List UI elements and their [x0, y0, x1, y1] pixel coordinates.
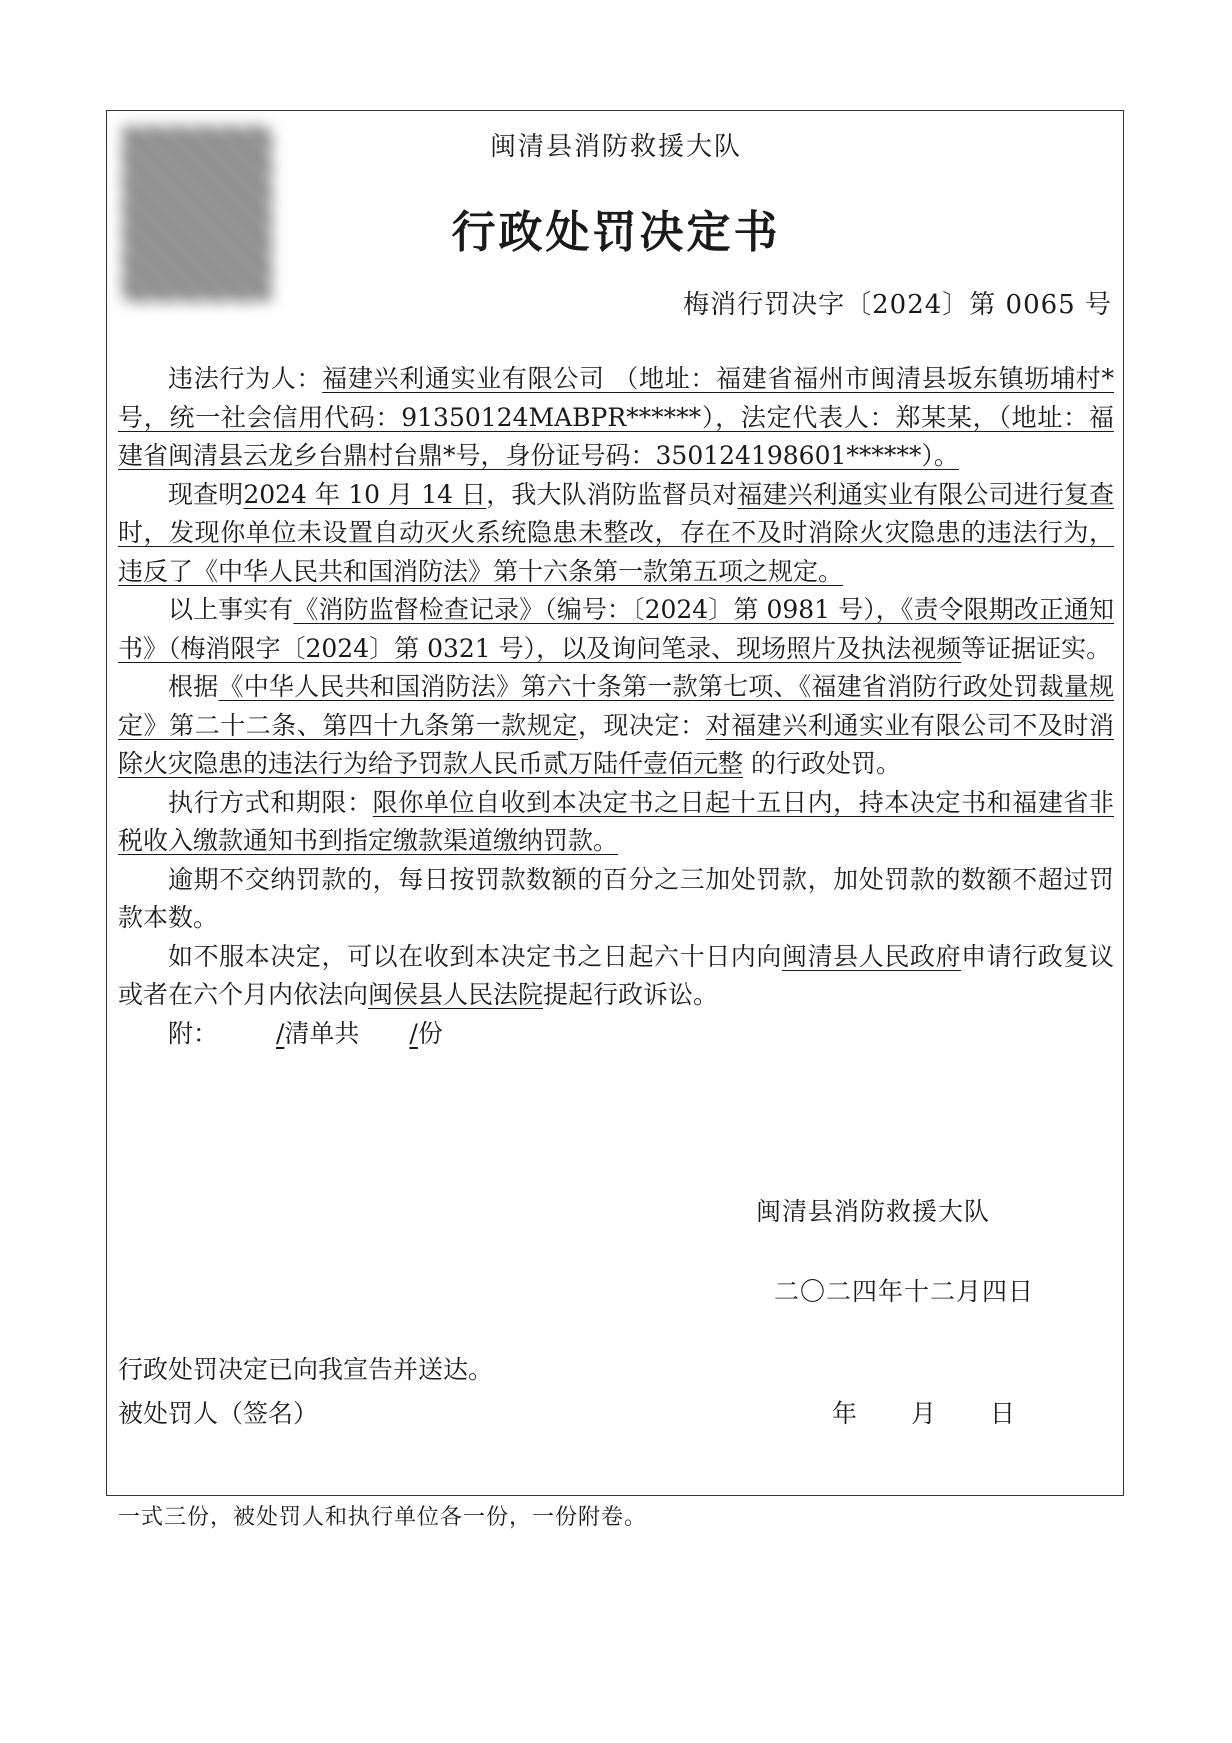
evidence-tail: 等证据证实。	[961, 633, 1112, 663]
legal-rep-label: ），法定代表人：	[701, 402, 896, 432]
document-number: 梅消行罚决字〔2024〕第 0065 号	[683, 290, 1112, 320]
id-number-label: ，身份证号码：	[480, 441, 656, 470]
paragraph-evidence	[118, 591, 1114, 668]
credit-code-label: ，统一社会信用代码：	[143, 402, 402, 432]
year-label: 年	[832, 1399, 858, 1428]
legal-basis: 《中华人民共和国消防法》第六十条第一款第七项、《福建省消防行政处罚裁量规定》第二十二条、第四十九条第一款规定	[118, 672, 1114, 740]
evidence-lead: 以上事实有	[168, 595, 294, 624]
offender-label: 违法行为人：	[168, 364, 323, 393]
document-title: 行政处罚决定书	[451, 207, 781, 258]
issuer-header: 闽清县消防救援大队	[489, 132, 742, 162]
recipient-date-fields	[832, 1394, 1069, 1430]
month-label: 月	[911, 1399, 937, 1428]
legal-rep-name: 郑某某	[895, 402, 973, 432]
findings-mid: ，我大队消防监督员对	[486, 479, 738, 509]
appeal-tail: 提起行政诉讼。	[543, 980, 719, 1009]
decision-lead: 根据	[168, 672, 219, 701]
attachment-tail: 份	[417, 1018, 443, 1048]
attachment-label: 附：	[168, 1018, 219, 1048]
findings-lead: 现查明	[168, 479, 244, 509]
execution-lead: 执行方式和期限：	[168, 787, 373, 817]
inspection-date: 2024 年 10 月 14 日	[243, 479, 487, 509]
paragraph-execution	[118, 784, 1114, 861]
paragraph-appeal	[118, 938, 1114, 1015]
review-authority: 闽清县人民政府	[781, 941, 962, 971]
signing-date: 二〇二四年十二月四日	[774, 1277, 1035, 1306]
appeal-lead: 如不服本决定，可以在收到本决定书之日起六十日内向	[168, 941, 782, 971]
day-label: 日	[990, 1399, 1016, 1428]
signing-organization: 闽清县消防救援大队	[756, 1197, 991, 1226]
evidence-list: 《消防监督检查记录》（编号：〔2024〕第 0981 号），《责令限期改正通知书》（梅消限字〔2024〕第 0321 号），以及询问笔录、现场照片及执法视频	[118, 595, 1114, 663]
paragraph-attachment	[118, 1015, 1114, 1054]
attachment-mid: 清单共	[284, 1018, 360, 1048]
offender-tail: ）。	[921, 441, 959, 470]
address-label: （地址：	[613, 364, 717, 393]
execution-content: 限你单位自收到本决定书之日起十五日内，持本决定书和福建省非税收入缴款通知书到指定缴款渠道缴纳罚款。	[118, 787, 1114, 855]
served-statement: 行政处罚决定已向我宣告并送达。	[118, 1355, 494, 1384]
appeal-mid: 申请行政复议或者在六个月内依法向	[118, 941, 1114, 1009]
decision-tail: 的行政处罚。	[743, 749, 901, 778]
attachment-blank-count: /	[409, 1018, 418, 1048]
paragraph-offender	[118, 360, 1114, 476]
rep-address-label: ，（地址：	[972, 402, 1089, 432]
litigation-court: 闽侯县人民法院	[368, 980, 544, 1009]
paragraph-decision	[118, 668, 1114, 784]
paragraph-late-penalty: 逾期不交纳罚款的，每日按罚款数额的百分之三加处罚款，加处罚款的数额不超过罚款本数。	[118, 864, 1114, 932]
document-body	[118, 360, 1114, 1053]
copies-footnote: 一式三份，被处罚人和执行单位各一份，一份附卷。	[118, 1505, 648, 1530]
decision-mid: ，现决定：	[577, 710, 706, 740]
offender-address: 福建省福州市闽清县坂东镇坜埔村*号	[118, 364, 1114, 432]
id-number: 350124198601******	[655, 441, 922, 470]
rep-address: 福建省闽清县云龙乡台鼎村台鼎*号	[118, 402, 1114, 470]
paragraph-findings	[118, 476, 1114, 592]
penalty-decision: 对福建兴利通实业有限公司不及时消除火灾隐患的违法行为给予罚款人民币贰万陆仟壹佰元整	[118, 710, 1114, 778]
recipient-signature-label: 被处罚人（签名）	[118, 1399, 319, 1428]
offender-name: 福建兴利通实业有限公司	[322, 364, 605, 393]
attachment-blank-type: /	[275, 1018, 285, 1048]
findings-content: 福建兴利通实业有限公司进行复查时，发现你单位未设置自动灭火系统隐患未整改，存在不及时消除火灾隐患的违法行为，违反了《中华人民共和国消防法》第十六条第一款第五项之规定。	[118, 479, 1114, 586]
credit-code: 91350124MABPR******	[401, 402, 702, 432]
